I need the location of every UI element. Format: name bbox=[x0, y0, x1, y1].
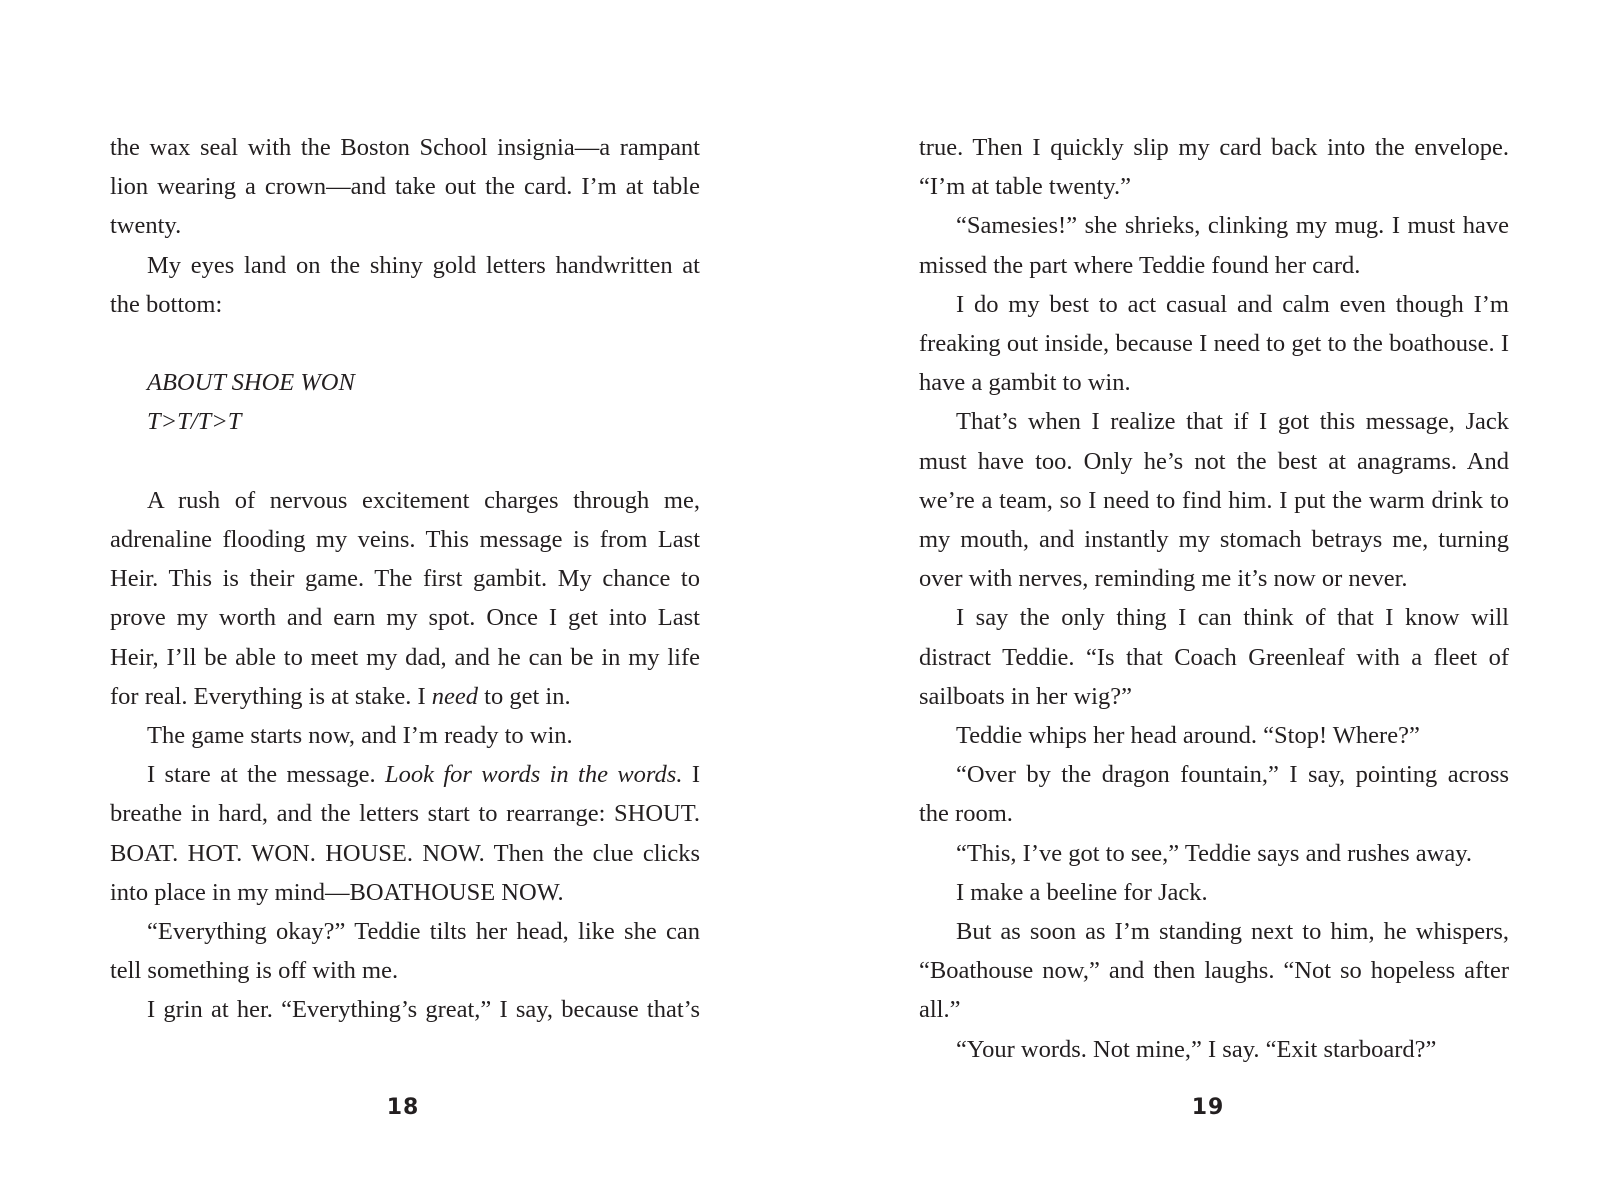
left-paragraph-1: the wax seal with the Boston School insignia—a rampant lion wearing a crown—and take out the card. I’m at table twenty. bbox=[110, 134, 700, 240]
right-paragraph-10: But as soon as I’m standing next to him, he whispers, “Boathouse now,” and then laughs. “Not so hopeless after all.” bbox=[919, 918, 1509, 1024]
emphasis-text: need bbox=[431, 682, 479, 710]
clue-line-1: ABOUT SHOE WON bbox=[147, 369, 355, 397]
paragraph-text: I stare at the message. bbox=[147, 761, 385, 789]
paragraph-text: to get in. bbox=[478, 682, 571, 710]
page-number-left: 18 bbox=[386, 1095, 420, 1120]
left-paragraph-4: The game starts now, and I’m ready to win. bbox=[147, 722, 573, 750]
left-paragraph-7: I grin at her. “Everything’s great,” I say, because that’s bbox=[147, 996, 700, 1024]
paragraph-text: A rush of nervous excitement charges through me, adrenaline flooding my veins. This message is from Last Heir. This is their game. The first gambit. My chance to prove my worth and earn my spot. Once I get into Last Heir, I’ll be able to meet my dad, and he can be in my life for real. Everything is at stake. I bbox=[110, 486, 700, 710]
left-paragraph-5 bbox=[110, 755, 700, 912]
left-paragraph-2: My eyes land on the shiny gold letters handwritten at the bottom: bbox=[110, 251, 700, 318]
left-paragraph-6: “Everything okay?” Teddie tilts her head, like she can tell something is off with me. bbox=[110, 918, 700, 985]
clue-line-2: T>T/T>T bbox=[147, 408, 242, 436]
right-paragraph-4: That’s when I realize that if I got this message, Jack must have too. Only he’s not the best at anagrams. And we’re a team, so I need to find him. I put the warm drink to my mouth, and instantly my stomach betrays me, turning over with nerves, reminding me it’s now or never. bbox=[919, 408, 1509, 593]
right-paragraph-9: I make a beeline for Jack. bbox=[956, 878, 1208, 906]
left-paragraph-3 bbox=[110, 481, 700, 716]
right-paragraph-3: I do my best to act casual and calm even though I’m freaking out inside, because I need to get to the boathouse. I have a gambit to win. bbox=[919, 290, 1509, 397]
right-paragraph-6: Teddie whips her head around. “Stop! Where?” bbox=[956, 722, 1420, 750]
right-paragraph-1: true. Then I quickly slip my card back into the envelope. “I’m at table twenty.” bbox=[919, 134, 1509, 201]
page-number-right: 19 bbox=[1191, 1095, 1225, 1120]
emphasis-text: Look for words in the words. bbox=[384, 761, 683, 789]
right-paragraph-11: “Your words. Not mine,” I say. “Exit starboard?” bbox=[956, 1035, 1437, 1063]
paragraph-text: I breathe in hard, and the letters start to rearrange: SHOUT. BOAT. HOT. WON. HOUSE. NOW. Then the clue clicks into place in my mind—BOATHOUSE NOW. bbox=[110, 761, 700, 906]
handwritten-clue bbox=[110, 363, 700, 441]
right-paragraph-5: I say the only thing I can think of that I know will distract Teddie. “Is that Coach Greenleaf with a fleet of sailboats in her wig?” bbox=[919, 604, 1509, 710]
right-page bbox=[919, 128, 1509, 1069]
right-paragraph-8: “This, I’ve got to see,” Teddie says and rushes away. bbox=[956, 839, 1473, 867]
right-paragraph-2: “Samesies!” she shrieks, clinking my mug. I must have missed the part where Teddie found her card. bbox=[919, 212, 1509, 279]
left-page bbox=[110, 128, 700, 1030]
right-paragraph-7: “Over by the dragon fountain,” I say, pointing across the room. bbox=[919, 761, 1509, 828]
